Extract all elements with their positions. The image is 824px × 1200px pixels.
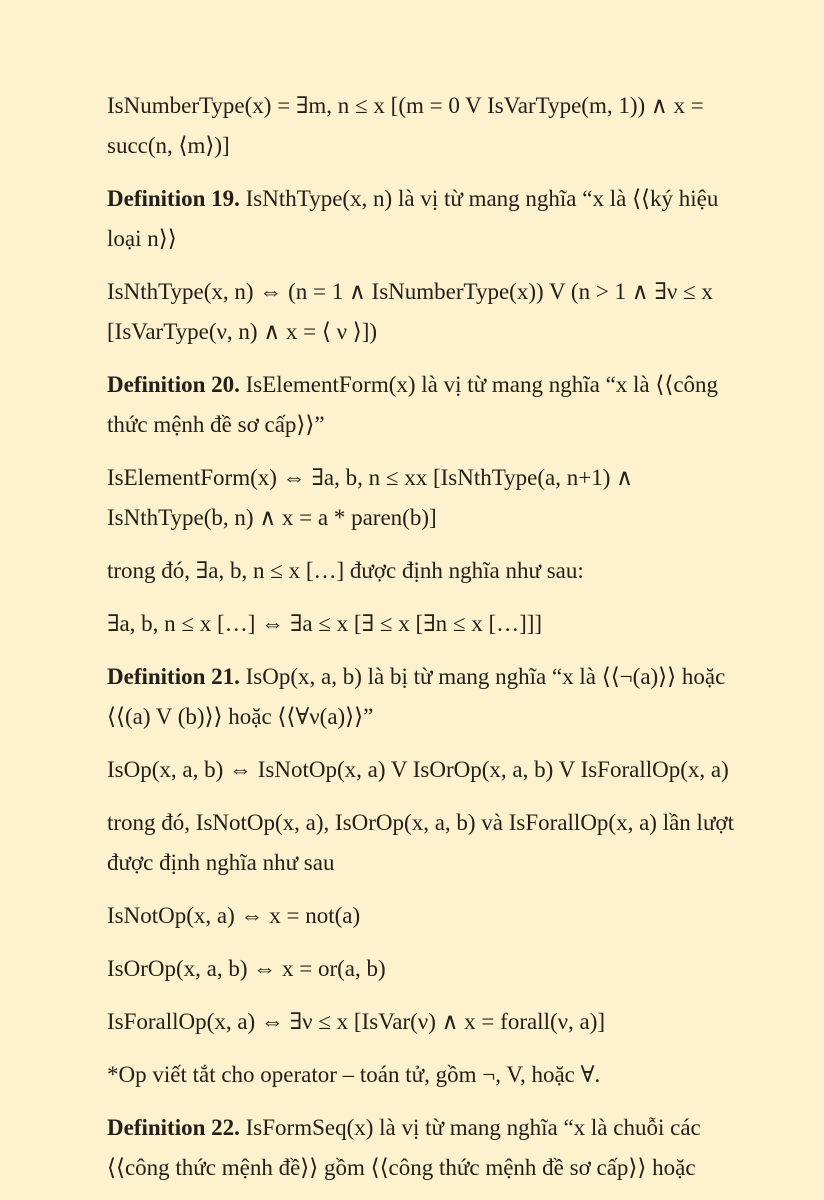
definition-paragraph [107,365,752,445]
formula-paragraph [107,272,752,352]
paragraph-text: IsElementForm(x) là vị từ mang nghĩa “x là ⟨⟨công thức mệnh đề sơ cấp⟩⟩” [107,372,719,437]
formula-paragraph [107,896,752,936]
definition-paragraph [107,1108,752,1188]
paragraph-text: IsOrOp(x, a, b) ⇔ x = or(a, b) [107,956,386,981]
paragraph-text: ∃a, b, n ≤ x […] ⇔ ∃a ≤ x [∃ ≤ x [∃n ≤ x […]]] [107,611,543,636]
paragraph-text: IsNthType(x, n) ⇔ (n = 1 ∧ IsNumberType(x)) V (n > 1 ∧ ∃ν ≤ x [IsVarType(ν, n) ∧ x = ⟨ ν ⟩]) [107,279,713,344]
formula-paragraph [107,949,752,989]
paragraph-text: IsNumberType(x) = ∃m, n ≤ x [(m = 0 V IsVarType(m, 1)) ∧ x = succ(n, ⟨m⟩)] [107,93,704,158]
formula-paragraph [107,604,752,644]
paragraph-text: IsForallOp(x, a) ⇔ ∃ν ≤ x [IsVar(ν) ∧ x = forall(ν, a)] [107,1009,606,1034]
paragraph-text: IsOp(x, a, b) là bị từ mang nghĩa “x là ⟨⟨¬(a)⟩⟩ hoặc ⟨⟨(a) V (b)⟩⟩ hoặc ⟨⟨∀ν(a)⟩⟩” [107,664,726,729]
definition-label: Definition 19. [107,186,240,211]
paragraph-text: IsOp(x, a, b) ⇔ IsNotOp(x, a) V IsOrOp(x, a, b) V IsForallOp(x, a) [107,757,729,782]
paragraph-text: IsElementForm(x) ⇔ ∃a, b, n ≤ xx [IsNthType(a, n+1) ∧ IsNthType(b, n) ∧ x = a * paren(b)] [107,465,633,530]
formula-paragraph [107,803,752,883]
paragraph-text: *Op viết tắt cho operator – toán tử, gồm ¬, V, hoặc ∀. [107,1062,601,1087]
formula-paragraph [107,1055,752,1095]
paragraph-text: IsNthType(x, n) là vị từ mang nghĩa “x là ⟨⟨ký hiệu loại n⟩⟩ [107,186,719,251]
definition-label: Definition 22. [107,1115,240,1140]
paragraph-text: IsFormSeq(x) là vị từ mang nghĩa “x là chuỗi các ⟨⟨công thức mệnh đề⟩⟩ gồm ⟨⟨công thức mệnh đề sơ cấp⟩⟩ hoặc [107,1115,701,1180]
paragraph-text: IsNotOp(x, a) ⇔ x = not(a) [107,903,361,928]
definition-paragraph [107,179,752,259]
paragraph-text: trong đó, IsNotOp(x, a), IsOrOp(x, a, b) và IsForallOp(x, a) lần lượt được định nghĩa như sau [107,810,734,875]
formula-paragraph [107,750,752,790]
formula-paragraph [107,458,752,538]
formula-paragraph [107,86,752,166]
definition-paragraph [107,657,752,737]
formula-paragraph [107,1002,752,1042]
definition-label: Definition 21. [107,664,240,689]
paragraph-text: trong đó, ∃a, b, n ≤ x […] được định nghĩa như sau: [107,558,584,583]
definition-label: Definition 20. [107,372,240,397]
page-content [107,86,752,1200]
formula-paragraph [107,551,752,591]
